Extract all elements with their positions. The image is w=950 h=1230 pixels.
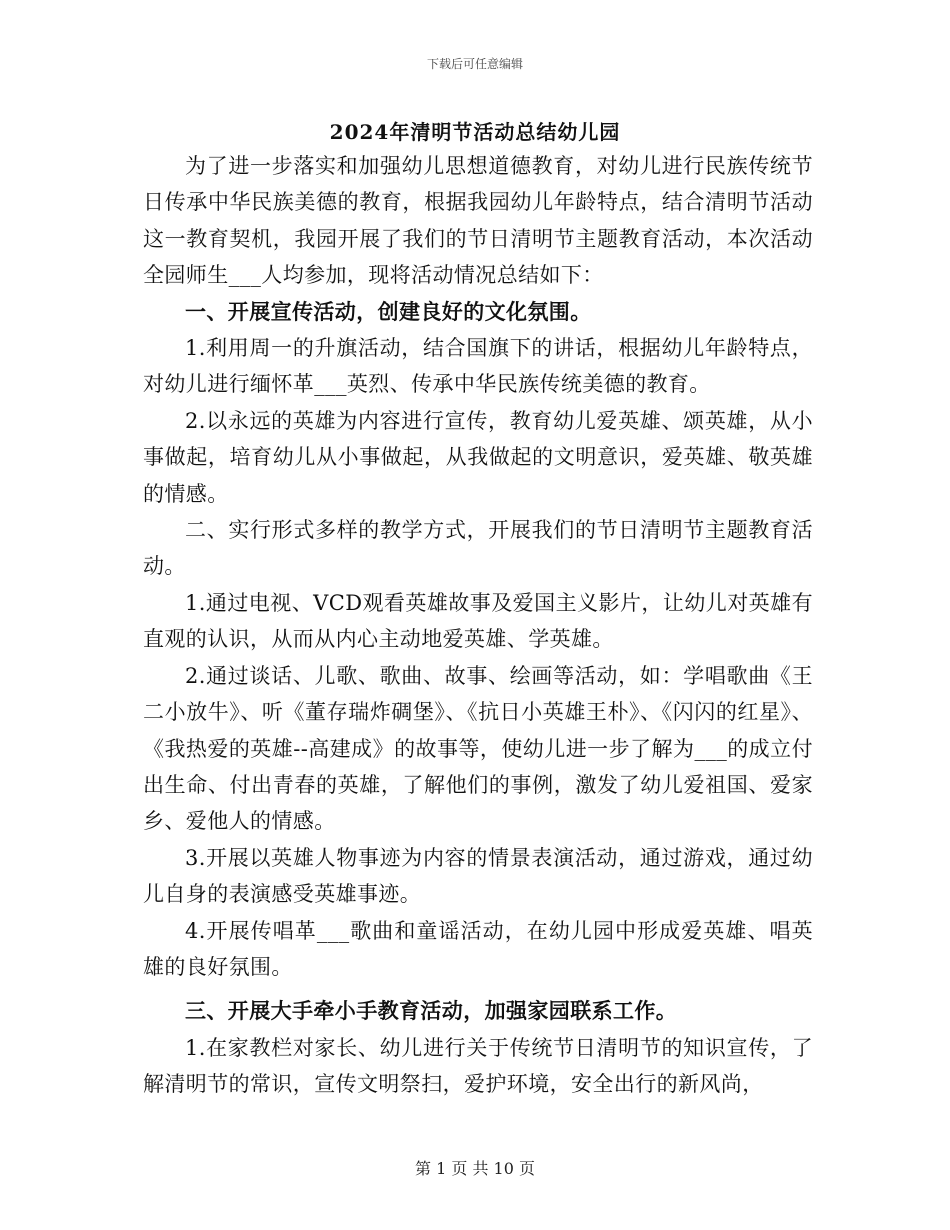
section-heading-2: 二、实行形式多样的教学方式，开展我们的节日清明节主题教育活动。 bbox=[143, 518, 813, 579]
paragraph-1-1: 1.利用周一的升旗活动，结合国旗下的讲话，根据幼儿年龄特点，对幼儿进行缅怀革___英烈、传承中华民族传统美德的教育。 bbox=[143, 336, 813, 397]
paragraph-2-4: 4.开展传唱革___歌曲和童谣活动，在幼儿园中形成爱英雄、唱英雄的良好氛围。 bbox=[143, 918, 813, 979]
section-heading-1: 一、开展宣传活动，创建良好的文化氛围。 bbox=[185, 298, 592, 324]
header-note: 下载后可任意编辑 bbox=[426, 57, 523, 71]
intro-paragraph: 为了进一步落实和加强幼儿思想道德教育，对幼儿进行民族传统节日传承中华民族美德的教育，根据我园幼儿年龄特点，结合清明节活动这一教育契机，我园开展了我们的节日清明节主题教育活动，本次活动全园师生___人均参加，现将活动情况总结如下： bbox=[143, 154, 813, 288]
page-footer: 第 1 页 共 10 页 bbox=[415, 1159, 535, 1178]
paragraph-1-2: 2.以永远的英雄为内容进行宣传，教育幼儿爱英雄、颂英雄，从小事做起，培育幼儿从小事做起，从我做起的文明意识，爱英雄、敬英雄的情感。 bbox=[143, 408, 813, 506]
section-heading-3: 三、开展大手牵小手教育活动，加强家园联系工作。 bbox=[185, 998, 678, 1024]
document-body bbox=[143, 148, 813, 1103]
paragraph-2-1: 1.通过电视、VCD观看英雄故事及爱国主义影片，让幼儿对英雄有直观的认识，从而从内心主动地爱英雄、学英雄。 bbox=[143, 590, 813, 652]
paragraph-2-2: 2.通过谈话、儿歌、歌曲、故事、绘画等活动，如：学唱歌曲《王二小放牛》、听《董存瑞炸碉堡》、《抗日小英雄王朴》、《闪闪的红星》、《我热爱的英雄--高建成》的故事等，使幼儿进一步了解为___的成立付出生命、付出青春的英雄，了解他们的事例，激发了幼儿爱祖国、爱家乡、爱他人的情感。 bbox=[143, 663, 813, 834]
document-title: 2024年清明节活动总结幼儿园 bbox=[329, 120, 621, 144]
paragraph-2-3: 3.开展以英雄人物事迹为内容的情景表演活动，通过游戏，通过幼儿自身的表演感受英雄事迹。 bbox=[143, 845, 813, 907]
paragraph-3-1: 1.在家教栏对家长、幼儿进行关于传统节日清明节的知识宣传，了解清明节的常识，宣传文明祭扫，爱护环境，安全出行的新风尚， bbox=[143, 1035, 813, 1097]
